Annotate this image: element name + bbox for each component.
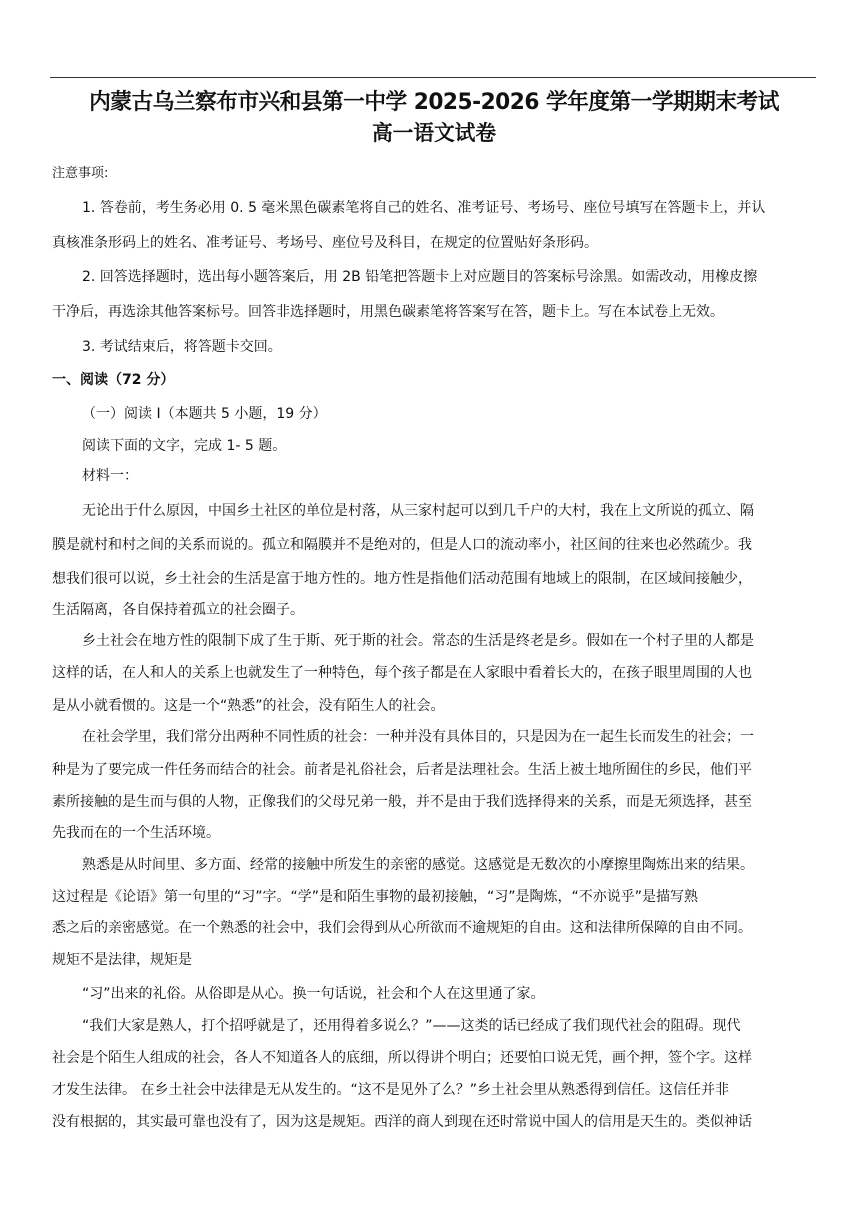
notice-item-3: 3. 考试结束后，将答题卡交回。 [82,339,282,355]
passage-line: “习”出来的礼俗。从俗即是从心。换一句话说，社会和个人在这里通了家。 [82,986,545,1002]
passage-line: 规矩不是法律，规矩是 [52,952,192,968]
passage-line: 没有根据的，其实最可靠也没有了，因为这是规矩。西洋的商人到现在还时常说中国人的信用是天生的。类似神话 [52,1114,752,1130]
passage-line: 无论出于什么原因，中国乡土社区的单位是村落，从三家村起可以到几千户的大村，我在上文所说的孤立、隔 [82,503,754,519]
passage-line: 种是为了要完成一件任务而结合的社会。前者是礼俗社会，后者是法理社会。生活上被土地所囿住的乡民，他们平 [52,762,752,778]
passage-line: 乡土社会在地方性的限制下成了生于斯、死于斯的社会。常态的生活是终老是乡。假如在一个村子里的人都是 [82,633,754,649]
passage-line: 是从小就看惯的。这是一个“熟悉”的社会，没有陌生人的社会。 [52,698,445,714]
passage-line: 这过程是《论语》第一句里的“习”字。“学”是和陌生事物的最初接触，“习”是陶炼，“不亦说乎”是描写熟 [52,889,699,905]
passage-line: 才发生法律。 在乡土社会中法律是无从发生的。“这不是见外了么？”乡土社会里从熟悉得到信任。这信任并非 [52,1082,729,1098]
section-subheading: （一）阅读 I（本题共 5 小题，19 分） [82,406,327,422]
passage-line: 膜是就村和村之间的关系而说的。孤立和隔膜并不是绝对的，但是人口的流动率小，社区间的往来也必然疏少。我 [52,537,752,553]
passage-line: 这样的话，在人和人的关系上也就发生了一种特色，每个孩子都是在人家眼中看着长大的，在孩子眼里周围的人也 [52,665,752,681]
exam-subtitle: 高一语文试卷 [371,121,497,145]
passage-line: 社会是个陌生人组成的社会，各人不知道各人的底细，所以得讲个明白；还要怕口说无凭，画个押，签个字。这样 [52,1050,752,1066]
notice-item-1-line: 真核准条形码上的姓名、准考证号、考场号、座位号及科目，在规定的位置贴好条形码。 [52,235,598,251]
passage-line: 在社会学里，我们常分出两种不同性质的社会：一种并没有具体目的，只是因为在一起生长而发生的社会；一 [82,729,754,745]
passage-line: 悉之后的亲密感觉。在一个熟悉的社会中，我们会得到从心所欲而不逾规矩的自由。这和法律所保障的自由不同。 [52,920,752,936]
notice-heading: 注意事项: [52,166,109,181]
passage-line: 生活隔离，各自保持着孤立的社会圈子。 [52,602,304,618]
reading-instruction: 阅读下面的文字，完成 1- 5 题。 [82,438,287,454]
notice-item-2-line: 干净后，再选涂其他答案标号。回答非选择题时，用黑色碳素笔将答案写在答，题卡上。写在本试卷上无效。 [52,304,724,320]
passage-line: “我们大家是熟人，打个招呼就是了，还用得着多说么？”——这类的话已经成了我们现代社会的阻碍。现代 [82,1018,741,1034]
notice-item-1-line: 1. 答卷前，考生务必用 0. 5 毫米黑色碳素笔将自己的姓名、准考证号、考场号、座位号填写在答题卡上，并认 [82,200,766,216]
passage-line: 先我而在的一个生活环境。 [52,825,220,841]
passage-line: 想我们很可以说，乡土社会的生活是富于地方性的。地方性是指他们活动范围有地域上的限制，在区域间接触少， [52,571,752,587]
material-label: 材料一： [82,468,138,484]
passage-line: 熟悉是从时间里、多方面、经常的接触中所发生的亲密的感觉。这感觉是无数次的小摩擦里陶炼出来的结果。 [82,857,754,873]
passage-line: 素所接触的是生而与俱的人物，正像我们的父母兄弟一般，并不是由于我们选择得来的关系，而是无须选择，甚至 [52,794,752,810]
exam-title: 内蒙古乌兰察布市兴和县第一中学 2025-2026 学年度第一学期期末考试 [89,90,779,115]
header-rule [50,77,816,78]
section-heading: 一、阅读（72 分） [52,372,175,388]
notice-item-2-line: 2. 回答选择题时，选出每小题答案后，用 2B 铅笔把答题卡上对应题目的答案标号涂黑。如需改动，用橡皮擦 [82,269,758,285]
